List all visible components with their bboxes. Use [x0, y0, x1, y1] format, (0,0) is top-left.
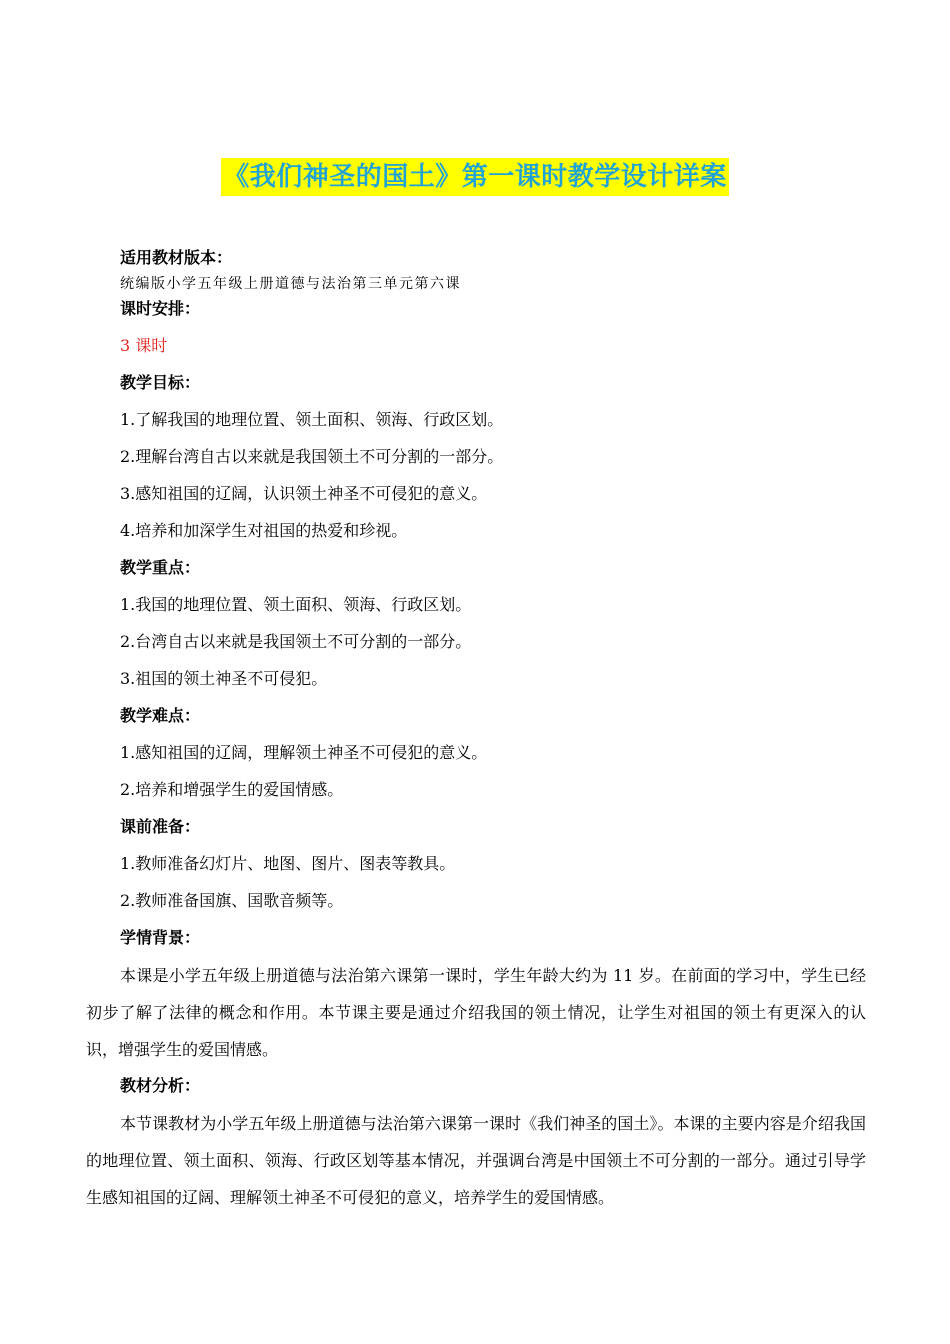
- preparation-heading: 课前准备：: [120, 817, 201, 836]
- document-title: 《我们神圣的国土》第一课时教学设计详案: [221, 158, 729, 196]
- objective-item: 4.培养和加深学生对祖国的热爱和珍视。: [120, 521, 408, 540]
- key-points-heading: 教学重点：: [120, 558, 201, 577]
- difficulties-heading: 教学难点：: [120, 706, 201, 725]
- difficulty-item: 1.感知祖国的辽阔，理解领土神圣不可侵犯的意义。: [120, 743, 488, 762]
- key-point-item: 2.台湾自古以来就是我国领土不可分割的一部分。: [120, 632, 472, 651]
- objective-item: 2.理解台湾自古以来就是我国领土不可分割的一部分。: [120, 447, 504, 466]
- preparation-item: 2.教师准备国旗、国歌音频等。: [120, 891, 344, 910]
- analysis-heading: 教材分析：: [120, 1076, 201, 1095]
- objective-item: 3.感知祖国的辽阔，认识领土神圣不可侵犯的意义。: [120, 484, 488, 503]
- key-point-item: 1.我国的地理位置、领土面积、领海、行政区划。: [120, 595, 472, 614]
- key-point-item: 3.祖国的领土神圣不可侵犯。: [120, 669, 328, 688]
- edition-text: 统编版小学五年级上册道德与法治第三单元第六课: [120, 276, 461, 292]
- difficulty-item: 2.培养和增强学生的爱国情感。: [120, 780, 344, 799]
- edition-heading: 适用教材版本：: [120, 248, 233, 267]
- preparation-item: 1.教师准备幻灯片、地图、图片、图表等教具。: [120, 854, 456, 873]
- title-wrapper: [0, 158, 950, 196]
- schedule-text: 3 课时: [120, 336, 168, 355]
- objectives-heading: 教学目标：: [120, 373, 201, 392]
- analysis-paragraph: 本节课教材为小学五年级上册道德与法治第六课第一课时《我们神圣的国土》。本课的主要内容是介绍我国的地理位置、领土面积、领海、行政区划等基本情况，并强调台湾是中国领土不可分割的一部分。通过引导学生感知祖国的辽阔、理解领土神圣不可侵犯的意义，培养学生的爱国情感。: [86, 1114, 866, 1207]
- schedule-heading: 课时安排：: [120, 299, 201, 318]
- background-paragraph: 本课是小学五年级上册道德与法治第六课第一课时，学生年龄大约为 11 岁。在前面的学习中，学生已经初步了解了法律的概念和作用。本节课主要是通过介绍我国的领土情况，让学生对祖国的领土有更深入的认识，增强学生的爱国情感。: [86, 966, 866, 1059]
- objective-item: 1.了解我国的地理位置、领土面积、领海、行政区划。: [120, 410, 504, 429]
- background-heading: 学情背景：: [120, 928, 201, 947]
